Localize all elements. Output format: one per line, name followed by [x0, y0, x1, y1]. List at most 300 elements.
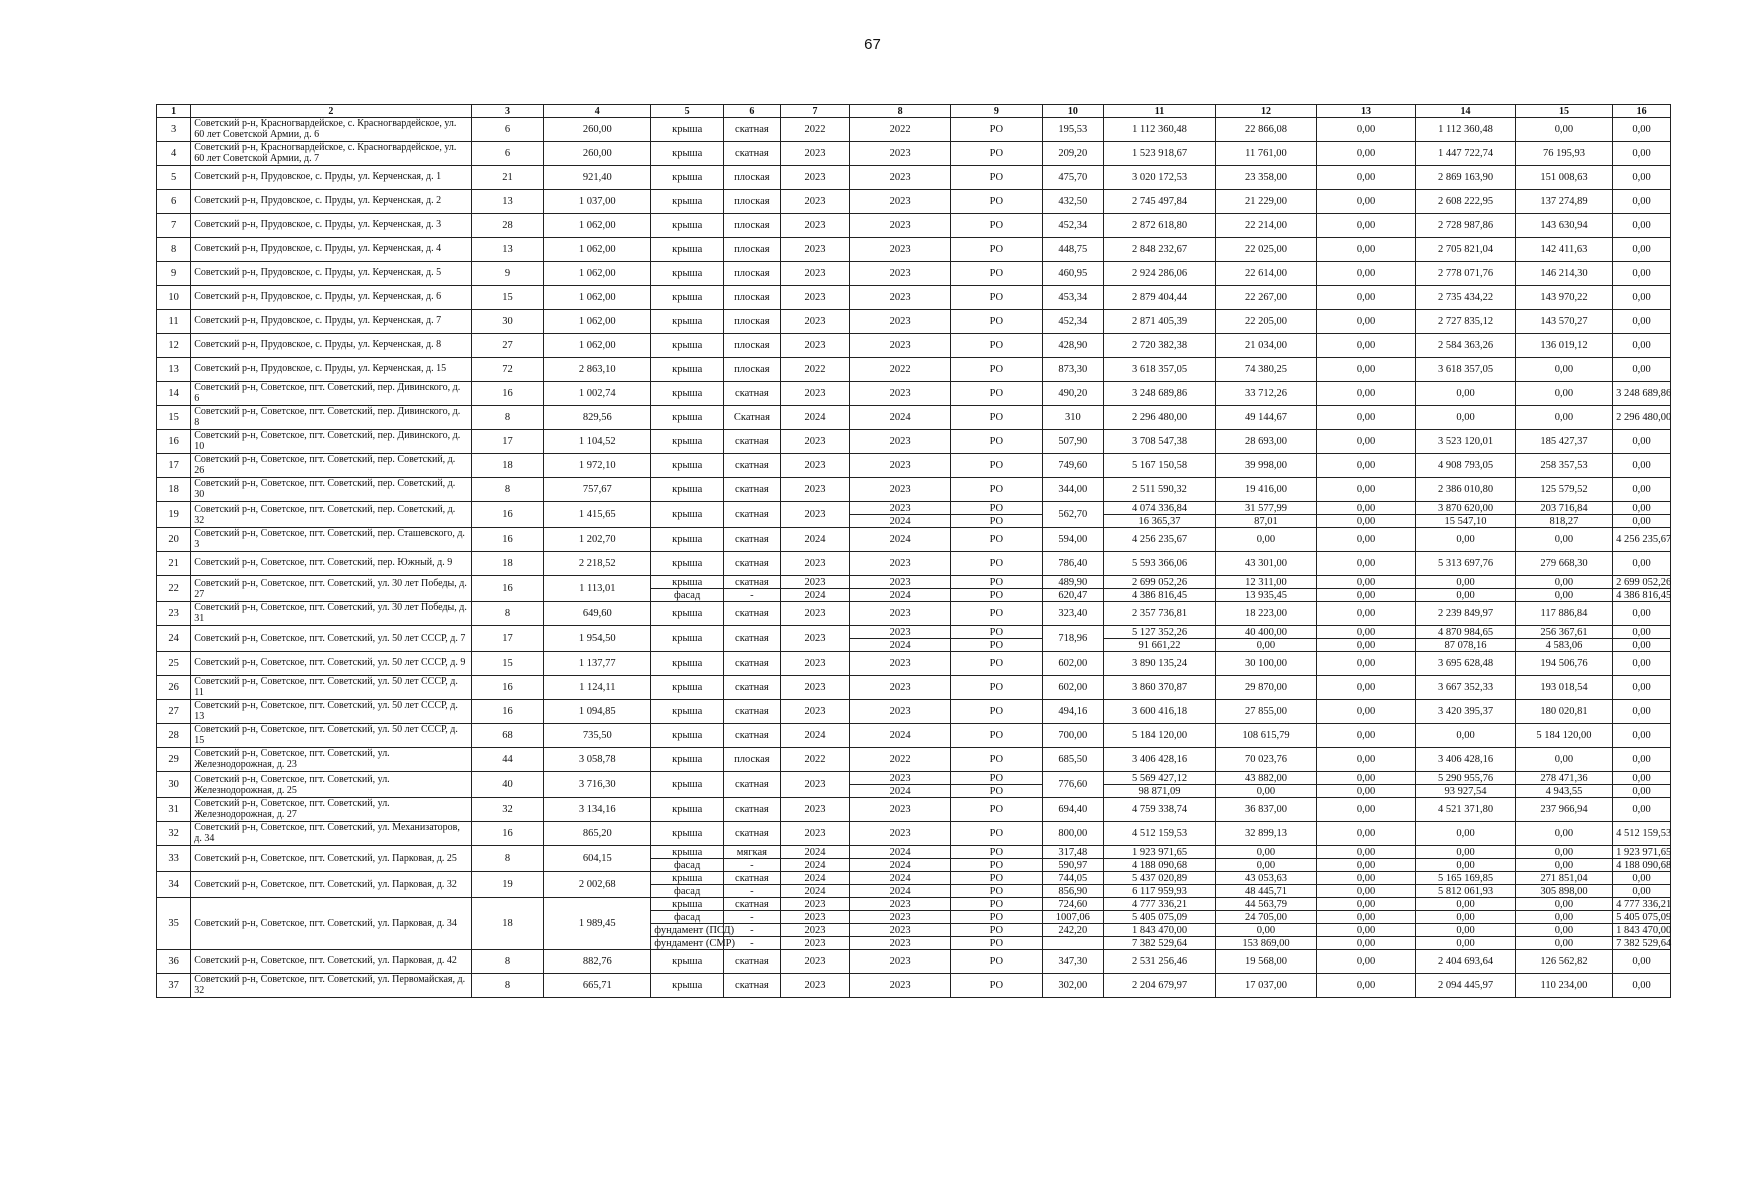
amount-cell-14: 2 584 363,26 [1416, 334, 1516, 358]
area-cell: 1 062,00 [544, 214, 651, 238]
amount-cell-13: 0,00 [1316, 478, 1416, 502]
amount-cell-11: 2 848 232,67 [1103, 238, 1215, 262]
volume-cell: 209,20 [1042, 142, 1103, 166]
area-cell: 260,00 [544, 142, 651, 166]
roof-type-cell: плоская [724, 190, 781, 214]
amount-cell-16: 0,00 [1613, 166, 1671, 190]
header-cell: 5 [651, 105, 724, 118]
amount-cell-13: 0,00 [1316, 382, 1416, 406]
operator-cell: РО [950, 262, 1042, 286]
amount-cell-16: 0,00 [1613, 118, 1671, 142]
row-number: 20 [157, 528, 191, 552]
area-cell: 1 124,11 [544, 676, 651, 700]
amount-cell-15: 0,00 [1515, 822, 1612, 846]
year-cell: 2022 [850, 118, 951, 142]
volume-cell: 724,60 [1042, 898, 1103, 911]
amount-cell-11: 2 296 480,00 [1103, 406, 1215, 430]
amount-cell-13: 0,00 [1316, 515, 1416, 528]
amount-cell-15: 137 274,89 [1515, 190, 1612, 214]
volume-cell: 242,20 [1042, 924, 1103, 937]
header-cell: 6 [724, 105, 781, 118]
table-row [157, 974, 1671, 998]
element-cell: крыша [651, 502, 724, 528]
area-cell: 1 037,00 [544, 190, 651, 214]
amount-cell-11: 2 720 382,38 [1103, 334, 1215, 358]
amount-cell-14: 0,00 [1416, 846, 1516, 859]
element-cell: крыша [651, 950, 724, 974]
volume-cell: 749,60 [1042, 454, 1103, 478]
table-row [157, 502, 1671, 515]
residents-cell: 72 [471, 358, 544, 382]
amount-cell-11: 2 924 286,06 [1103, 262, 1215, 286]
element-cell: крыша [651, 898, 724, 911]
year-cell: 2023 [850, 924, 951, 937]
plan-year-cell: 2024 [780, 885, 850, 898]
amount-cell-16: 0,00 [1613, 700, 1671, 724]
plan-year-cell: 2023 [780, 142, 850, 166]
header-cell: 9 [950, 105, 1042, 118]
address-cell: Советский р-н, Советское, пгт. Советский, пер. Дивинского, д. 6 [191, 382, 471, 406]
address-cell: Советский р-н, Советское, пгт. Советский, пер. Советский, д. 32 [191, 502, 471, 528]
roof-type-cell: скатная [724, 652, 781, 676]
amount-cell-16: 0,00 [1613, 724, 1671, 748]
plan-year-cell: 2023 [780, 937, 850, 950]
header-cell: 13 [1316, 105, 1416, 118]
operator-cell: РО [950, 502, 1042, 515]
amount-cell-14: 5 313 697,76 [1416, 552, 1516, 576]
amount-cell-11: 2 204 679,97 [1103, 974, 1215, 998]
amount-cell-11: 5 167 150,58 [1103, 454, 1215, 478]
element-cell: крыша [651, 334, 724, 358]
amount-cell-11: 3 406 428,16 [1103, 748, 1215, 772]
plan-year-cell: 2023 [780, 454, 850, 478]
residents-cell: 21 [471, 166, 544, 190]
element-cell: крыша [651, 214, 724, 238]
row-number: 26 [157, 676, 191, 700]
amount-cell-12: 30 100,00 [1216, 652, 1317, 676]
table-row [157, 626, 1671, 639]
element-cell: крыша [651, 772, 724, 798]
operator-cell: РО [950, 382, 1042, 406]
year-cell: 2023 [850, 238, 951, 262]
roof-type-cell: - [724, 911, 781, 924]
row-number: 34 [157, 872, 191, 898]
plan-year-cell: 2023 [780, 310, 850, 334]
amount-cell-14: 0,00 [1416, 576, 1516, 589]
amount-cell-13: 0,00 [1316, 358, 1416, 382]
amount-cell-15: 0,00 [1515, 937, 1612, 950]
year-cell: 2023 [850, 142, 951, 166]
year-cell: 2024 [850, 859, 951, 872]
operator-cell: РО [950, 528, 1042, 552]
operator-cell: РО [950, 334, 1042, 358]
amount-cell-16: 0,00 [1613, 676, 1671, 700]
residents-cell: 13 [471, 238, 544, 262]
amount-cell-13: 0,00 [1316, 334, 1416, 358]
roof-type-cell: скатная [724, 576, 781, 589]
amount-cell-14: 2 608 222,95 [1416, 190, 1516, 214]
table-row [157, 142, 1671, 166]
area-cell: 882,76 [544, 950, 651, 974]
area-cell: 1 094,85 [544, 700, 651, 724]
year-cell: 2023 [850, 478, 951, 502]
amount-cell-16: 0,00 [1613, 142, 1671, 166]
year-cell: 2023 [850, 911, 951, 924]
year-cell: 2024 [850, 589, 951, 602]
amount-cell-14: 0,00 [1416, 382, 1516, 406]
area-cell: 1 113,01 [544, 576, 651, 602]
address-cell: Советский р-н, Советское, пгт. Советский, ул. 50 лет СССР, д. 13 [191, 700, 471, 724]
amount-cell-15: 143 630,94 [1515, 214, 1612, 238]
amount-cell-16: 0,00 [1613, 310, 1671, 334]
amount-cell-14: 3 618 357,05 [1416, 358, 1516, 382]
header-cell: 10 [1042, 105, 1103, 118]
row-number: 32 [157, 822, 191, 846]
element-cell: фундамент (ПСД) [651, 924, 724, 937]
element-cell: крыша [651, 676, 724, 700]
volume-cell: 452,34 [1042, 310, 1103, 334]
amount-cell-14: 2 386 010,80 [1416, 478, 1516, 502]
operator-cell: РО [950, 898, 1042, 911]
area-cell: 1 062,00 [544, 310, 651, 334]
amount-cell-16: 4 256 235,67 [1613, 528, 1671, 552]
row-number: 35 [157, 898, 191, 950]
volume-cell: 452,34 [1042, 214, 1103, 238]
amount-cell-16: 5 405 075,09 [1613, 911, 1671, 924]
element-cell: крыша [651, 166, 724, 190]
plan-year-cell: 2022 [780, 118, 850, 142]
amount-cell-14: 2 869 163,90 [1416, 166, 1516, 190]
amount-cell-16: 0,00 [1613, 334, 1671, 358]
amount-cell-14: 0,00 [1416, 822, 1516, 846]
volume-cell: 432,50 [1042, 190, 1103, 214]
element-cell: крыша [651, 822, 724, 846]
plan-year-cell: 2023 [780, 166, 850, 190]
amount-cell-15: 117 886,84 [1515, 602, 1612, 626]
amount-cell-11: 3 890 135,24 [1103, 652, 1215, 676]
table-row [157, 358, 1671, 382]
amount-cell-16: 0,00 [1613, 639, 1671, 652]
residents-cell: 16 [471, 528, 544, 552]
amount-cell-16: 1 923 971,65 [1613, 846, 1671, 859]
residents-cell: 40 [471, 772, 544, 798]
table-row [157, 118, 1671, 142]
roof-type-cell: плоская [724, 286, 781, 310]
operator-cell: РО [950, 885, 1042, 898]
amount-cell-13: 0,00 [1316, 937, 1416, 950]
volume-cell: 489,90 [1042, 576, 1103, 589]
amount-cell-15: 237 966,94 [1515, 798, 1612, 822]
amount-cell-15: 278 471,36 [1515, 772, 1612, 785]
amount-cell-14: 2 728 987,86 [1416, 214, 1516, 238]
element-cell: крыша [651, 846, 724, 859]
amount-cell-12: 43 301,00 [1216, 552, 1317, 576]
residents-cell: 18 [471, 454, 544, 478]
amount-cell-15: 0,00 [1515, 911, 1612, 924]
row-number: 27 [157, 700, 191, 724]
amount-cell-15: 203 716,84 [1515, 502, 1612, 515]
plan-year-cell: 2023 [780, 286, 850, 310]
amount-cell-12: 28 693,00 [1216, 430, 1317, 454]
address-cell: Советский р-н, Советское, пгт. Советский, пер. Советский, д. 30 [191, 478, 471, 502]
amount-cell-15: 5 184 120,00 [1515, 724, 1612, 748]
address-cell: Советский р-н, Советское, пгт. Советский, пер. Советский, д. 26 [191, 454, 471, 478]
amount-cell-12: 24 705,00 [1216, 911, 1317, 924]
amount-cell-13: 0,00 [1316, 406, 1416, 430]
area-cell: 829,56 [544, 406, 651, 430]
residents-cell: 8 [471, 478, 544, 502]
amount-cell-14: 15 547,10 [1416, 515, 1516, 528]
year-cell: 2023 [850, 334, 951, 358]
year-cell: 2023 [850, 652, 951, 676]
amount-cell-16: 4 188 090,68 [1613, 859, 1671, 872]
volume-cell: 448,75 [1042, 238, 1103, 262]
amount-cell-11: 5 184 120,00 [1103, 724, 1215, 748]
row-number: 17 [157, 454, 191, 478]
amount-cell-16: 0,00 [1613, 974, 1671, 998]
element-cell: крыша [651, 798, 724, 822]
volume-cell: 602,00 [1042, 652, 1103, 676]
amount-cell-12: 23 358,00 [1216, 166, 1317, 190]
roof-type-cell: плоская [724, 214, 781, 238]
roof-type-cell: скатная [724, 454, 781, 478]
roof-type-cell: скатная [724, 430, 781, 454]
amount-cell-16: 0,00 [1613, 454, 1671, 478]
element-cell: крыша [651, 118, 724, 142]
row-number: 7 [157, 214, 191, 238]
address-cell: Советский р-н, Советское, пгт. Советский, ул. 50 лет СССР, д. 7 [191, 626, 471, 652]
roof-type-cell: - [724, 859, 781, 872]
amount-cell-16: 2 699 052,26 [1613, 576, 1671, 589]
amount-cell-16: 4 512 159,53 [1613, 822, 1671, 846]
header-cell: 8 [850, 105, 951, 118]
address-cell: Советский р-н, Прудовское, с. Пруды, ул. Керченская, д. 15 [191, 358, 471, 382]
amount-cell-11: 6 117 959,93 [1103, 885, 1215, 898]
address-cell: Советский р-н, Прудовское, с. Пруды, ул. Керченская, д. 5 [191, 262, 471, 286]
plan-year-cell: 2023 [780, 911, 850, 924]
area-cell: 1 062,00 [544, 238, 651, 262]
amount-cell-16: 0,00 [1613, 515, 1671, 528]
year-cell: 2023 [850, 214, 951, 238]
table-row [157, 190, 1671, 214]
area-cell: 3 134,16 [544, 798, 651, 822]
plan-year-cell: 2023 [780, 502, 850, 528]
amount-cell-13: 0,00 [1316, 166, 1416, 190]
year-cell: 2024 [850, 785, 951, 798]
residents-cell: 15 [471, 652, 544, 676]
plan-year-cell: 2022 [780, 358, 850, 382]
row-number: 19 [157, 502, 191, 528]
amount-cell-11: 16 365,37 [1103, 515, 1215, 528]
element-cell: крыша [651, 142, 724, 166]
area-cell: 921,40 [544, 166, 651, 190]
amount-cell-11: 3 600 416,18 [1103, 700, 1215, 724]
operator-cell: РО [950, 286, 1042, 310]
table-row [157, 748, 1671, 772]
roof-type-cell: скатная [724, 552, 781, 576]
area-cell: 865,20 [544, 822, 651, 846]
table-row [157, 798, 1671, 822]
plan-year-cell: 2023 [780, 652, 850, 676]
element-cell: крыша [651, 724, 724, 748]
amount-cell-11: 1 843 470,00 [1103, 924, 1215, 937]
operator-cell: РО [950, 924, 1042, 937]
amount-cell-11: 4 512 159,53 [1103, 822, 1215, 846]
amount-cell-12: 87,01 [1216, 515, 1317, 528]
amount-cell-15: 0,00 [1515, 748, 1612, 772]
amount-cell-13: 0,00 [1316, 652, 1416, 676]
amount-cell-13: 0,00 [1316, 859, 1416, 872]
year-cell: 2023 [850, 822, 951, 846]
amount-cell-13: 0,00 [1316, 214, 1416, 238]
amount-cell-14: 4 908 793,05 [1416, 454, 1516, 478]
amount-cell-16: 0,00 [1613, 190, 1671, 214]
amount-cell-15: 0,00 [1515, 358, 1612, 382]
roof-type-cell: скатная [724, 676, 781, 700]
amount-cell-16: 0,00 [1613, 214, 1671, 238]
amount-cell-13: 0,00 [1316, 528, 1416, 552]
year-cell: 2024 [850, 528, 951, 552]
amount-cell-15: 0,00 [1515, 406, 1612, 430]
amount-cell-15: 0,00 [1515, 382, 1612, 406]
amount-cell-14: 3 667 352,33 [1416, 676, 1516, 700]
residents-cell: 17 [471, 626, 544, 652]
table-row [157, 478, 1671, 502]
amount-cell-13: 0,00 [1316, 822, 1416, 846]
element-cell: крыша [651, 454, 724, 478]
area-cell: 2 218,52 [544, 552, 651, 576]
amount-cell-11: 98 871,09 [1103, 785, 1215, 798]
table-row [157, 214, 1671, 238]
header-row [157, 105, 1671, 118]
year-cell: 2024 [850, 846, 951, 859]
year-cell: 2023 [850, 552, 951, 576]
amount-cell-11: 1 523 918,67 [1103, 142, 1215, 166]
amount-cell-16: 0,00 [1613, 872, 1671, 885]
residents-cell: 6 [471, 118, 544, 142]
amount-cell-12: 27 855,00 [1216, 700, 1317, 724]
area-cell: 1 972,10 [544, 454, 651, 478]
row-number: 33 [157, 846, 191, 872]
page-number: 67 [864, 36, 881, 53]
roof-type-cell: плоская [724, 238, 781, 262]
address-cell: Советский р-н, Советское, пгт. Советский, ул. 50 лет СССР, д. 15 [191, 724, 471, 748]
amount-cell-11: 7 382 529,64 [1103, 937, 1215, 950]
residents-cell: 19 [471, 872, 544, 898]
amount-cell-14: 93 927,54 [1416, 785, 1516, 798]
operator-cell: РО [950, 822, 1042, 846]
operator-cell: РО [950, 454, 1042, 478]
amount-cell-13: 0,00 [1316, 898, 1416, 911]
amount-cell-15: 126 562,82 [1515, 950, 1612, 974]
amount-cell-12: 74 380,25 [1216, 358, 1317, 382]
volume-cell: 302,00 [1042, 974, 1103, 998]
roof-type-cell: скатная [724, 772, 781, 798]
amount-cell-11: 3 708 547,38 [1103, 430, 1215, 454]
repair-schedule-table [156, 104, 1671, 998]
amount-cell-15: 125 579,52 [1515, 478, 1612, 502]
address-cell: Советский р-н, Советское, пгт. Советский, ул. Железнодорожная, д. 27 [191, 798, 471, 822]
plan-year-cell: 2023 [780, 214, 850, 238]
area-cell: 735,50 [544, 724, 651, 748]
year-cell: 2024 [850, 515, 951, 528]
volume-cell: 744,05 [1042, 872, 1103, 885]
amount-cell-12: 48 445,71 [1216, 885, 1317, 898]
year-cell: 2023 [850, 974, 951, 998]
plan-year-cell: 2023 [780, 576, 850, 589]
area-cell: 1 062,00 [544, 286, 651, 310]
amount-cell-15: 4 943,55 [1515, 785, 1612, 798]
area-cell: 2 863,10 [544, 358, 651, 382]
operator-cell: РО [950, 358, 1042, 382]
plan-year-cell: 2024 [780, 589, 850, 602]
amount-cell-15: 76 195,93 [1515, 142, 1612, 166]
residents-cell: 28 [471, 214, 544, 238]
amount-cell-15: 110 234,00 [1515, 974, 1612, 998]
amount-cell-13: 0,00 [1316, 576, 1416, 589]
table-row [157, 846, 1671, 859]
address-cell: Советский р-н, Прудовское, с. Пруды, ул. Керченская, д. 3 [191, 214, 471, 238]
year-cell: 2023 [850, 430, 951, 454]
plan-year-cell: 2023 [780, 602, 850, 626]
residents-cell: 16 [471, 676, 544, 700]
year-cell: 2023 [850, 950, 951, 974]
volume-cell: 718,96 [1042, 626, 1103, 652]
address-cell: Советский р-н, Советское, пгт. Советский, ул. 30 лет Победы, д. 27 [191, 576, 471, 602]
row-number: 11 [157, 310, 191, 334]
residents-cell: 27 [471, 334, 544, 358]
row-number: 16 [157, 430, 191, 454]
year-cell: 2023 [850, 190, 951, 214]
volume-cell: 602,00 [1042, 676, 1103, 700]
table-row [157, 454, 1671, 478]
plan-year-cell: 2024 [780, 846, 850, 859]
amount-cell-15: 180 020,81 [1515, 700, 1612, 724]
table-row [157, 262, 1671, 286]
operator-cell: РО [950, 589, 1042, 602]
amount-cell-14: 0,00 [1416, 528, 1516, 552]
roof-type-cell: скатная [724, 724, 781, 748]
plan-year-cell: 2024 [780, 406, 850, 430]
amount-cell-14: 2 239 849,97 [1416, 602, 1516, 626]
amount-cell-13: 0,00 [1316, 626, 1416, 639]
amount-cell-15: 818,27 [1515, 515, 1612, 528]
area-cell: 3 716,30 [544, 772, 651, 798]
amount-cell-12: 22 025,00 [1216, 238, 1317, 262]
amount-cell-14: 2 404 693,64 [1416, 950, 1516, 974]
amount-cell-14: 2 705 821,04 [1416, 238, 1516, 262]
roof-type-cell: мягкая [724, 846, 781, 859]
residents-cell: 16 [471, 822, 544, 846]
address-cell: Советский р-н, Советское, пгт. Советский, ул. Механизаторов, д. 34 [191, 822, 471, 846]
amount-cell-13: 0,00 [1316, 872, 1416, 885]
amount-cell-11: 4 188 090,68 [1103, 859, 1215, 872]
element-cell: крыша [651, 652, 724, 676]
plan-year-cell: 2023 [780, 950, 850, 974]
amount-cell-13: 0,00 [1316, 924, 1416, 937]
volume-cell: 310 [1042, 406, 1103, 430]
amount-cell-11: 4 386 816,45 [1103, 589, 1215, 602]
amount-cell-12: 22 866,08 [1216, 118, 1317, 142]
volume-cell: 873,30 [1042, 358, 1103, 382]
residents-cell: 8 [471, 974, 544, 998]
amount-cell-11: 4 074 336,84 [1103, 502, 1215, 515]
residents-cell: 8 [471, 846, 544, 872]
amount-cell-15: 305 898,00 [1515, 885, 1612, 898]
table-row [157, 724, 1671, 748]
amount-cell-11: 2 699 052,26 [1103, 576, 1215, 589]
amount-cell-14: 3 695 628,48 [1416, 652, 1516, 676]
